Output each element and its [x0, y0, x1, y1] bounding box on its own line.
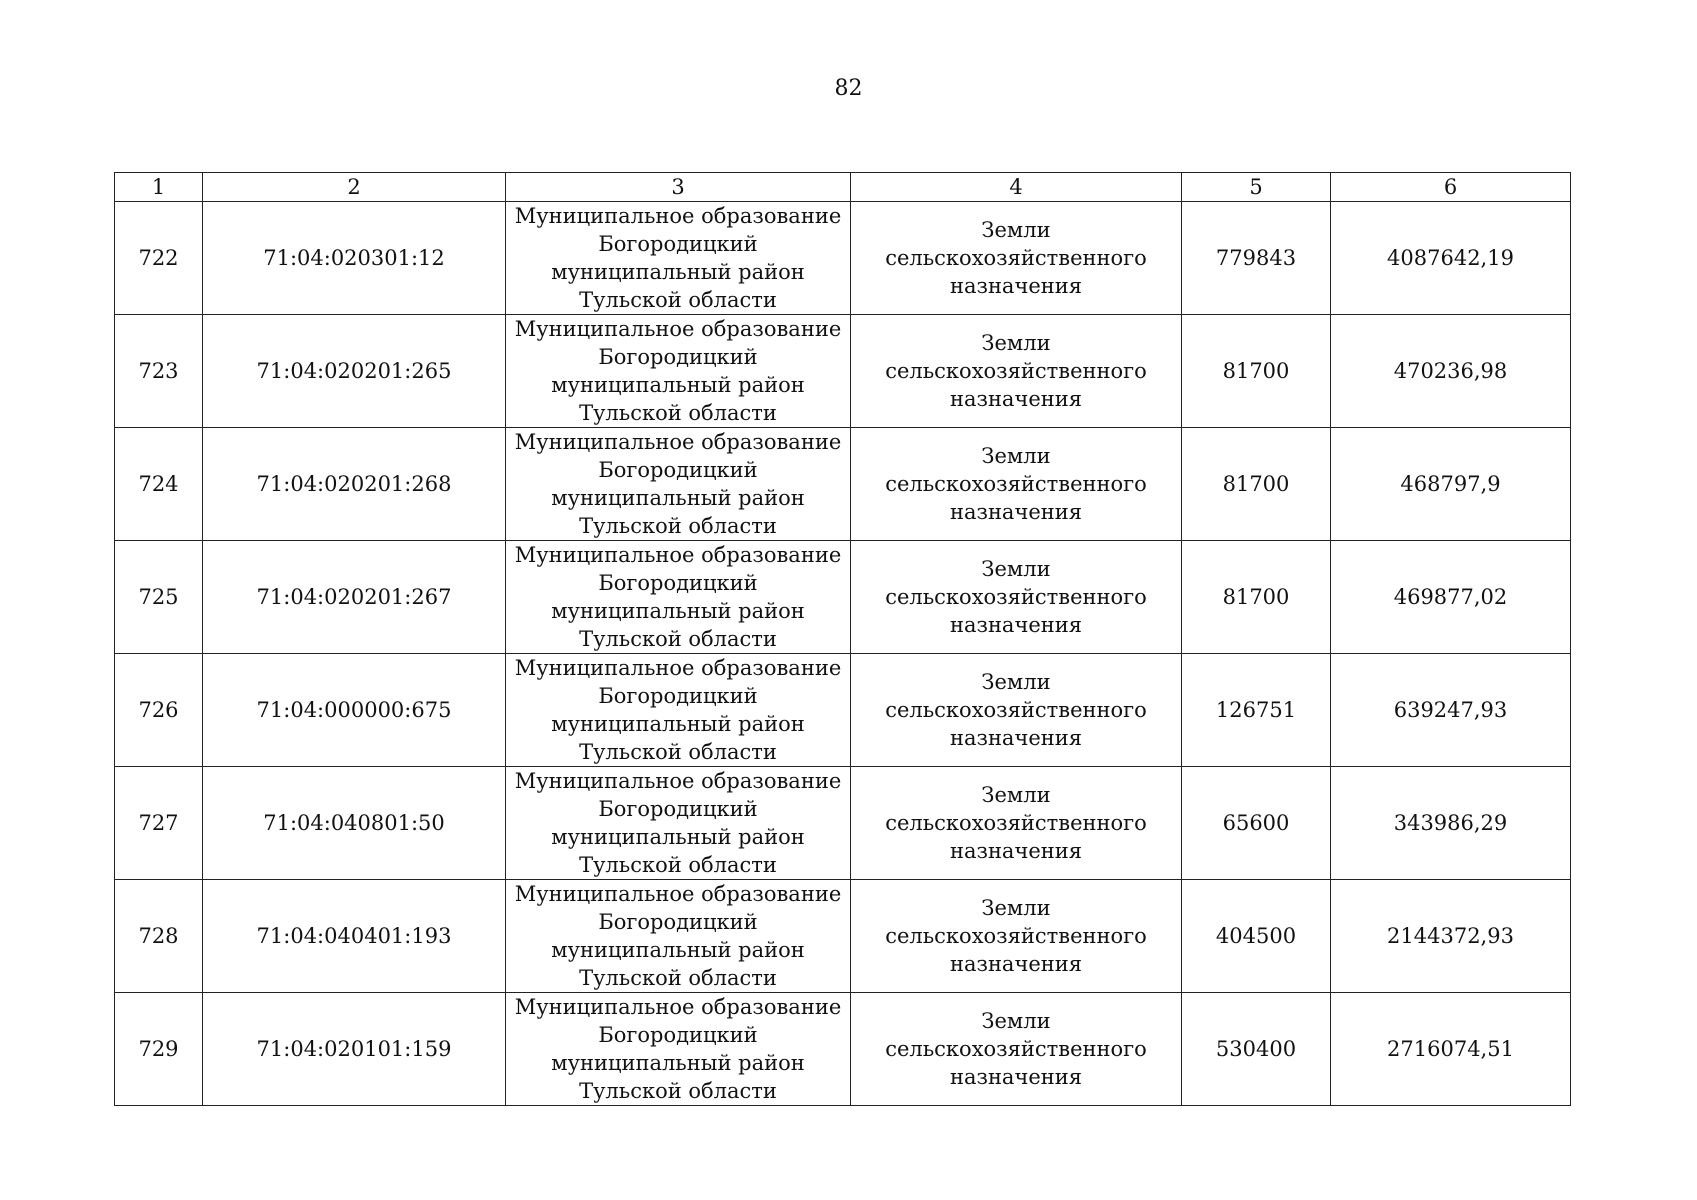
category-line: сельскохозяйственного	[885, 698, 1147, 722]
table-body	[115, 173, 1571, 1106]
cadastral-number-cell: 71:04:040401:193	[203, 880, 506, 993]
category-line: сельскохозяйственного	[885, 359, 1147, 383]
land-plots-table	[114, 172, 1571, 1106]
owner-line: Богородицкий	[598, 345, 758, 369]
table-row	[115, 993, 1571, 1106]
row-number-cell: 728	[115, 880, 203, 993]
category-line: назначения	[949, 1065, 1083, 1089]
owner-line: Тульской области	[579, 288, 777, 312]
owner-line: Муниципальное образование	[514, 317, 842, 341]
category-line: назначения	[949, 500, 1083, 524]
row-number-cell: 722	[115, 202, 203, 315]
area-cell: 81700	[1182, 315, 1331, 428]
table-row	[115, 428, 1571, 541]
cadastral-number-cell: 71:04:020101:159	[203, 993, 506, 1106]
value-cell: 470236,98	[1331, 315, 1571, 428]
owner-line: муниципальный район	[551, 486, 805, 510]
value-cell: 2716074,51	[1331, 993, 1571, 1106]
land-category-cell	[851, 767, 1182, 880]
category-line: Земли	[981, 896, 1051, 920]
category-line: сельскохозяйственного	[885, 585, 1147, 609]
value-cell: 468797,9	[1331, 428, 1571, 541]
land-category-cell	[851, 880, 1182, 993]
category-line: сельскохозяйственного	[885, 246, 1147, 270]
owner-line: Муниципальное образование	[514, 543, 842, 567]
owner-cell	[506, 202, 851, 315]
owner-line: Муниципальное образование	[514, 656, 842, 680]
area-cell: 404500	[1182, 880, 1331, 993]
table-row	[115, 654, 1571, 767]
owner-line: Тульской области	[579, 853, 777, 877]
owner-line: Богородицкий	[598, 1023, 758, 1047]
owner-line: муниципальный район	[551, 260, 805, 284]
land-category-cell	[851, 315, 1182, 428]
header-cell: 1	[115, 173, 203, 202]
header-cell: 5	[1182, 173, 1331, 202]
value-cell: 343986,29	[1331, 767, 1571, 880]
category-line: Земли	[981, 557, 1051, 581]
category-line: Земли	[981, 331, 1051, 355]
area-cell: 126751	[1182, 654, 1331, 767]
land-category-cell	[851, 654, 1182, 767]
cadastral-number-cell: 71:04:020201:267	[203, 541, 506, 654]
cadastral-number-cell: 71:04:000000:675	[203, 654, 506, 767]
category-line: Земли	[981, 783, 1051, 807]
owner-cell	[506, 993, 851, 1106]
owner-line: Богородицкий	[598, 797, 758, 821]
value-cell: 639247,93	[1331, 654, 1571, 767]
category-line: назначения	[949, 839, 1083, 863]
owner-line: муниципальный район	[551, 1051, 805, 1075]
table-row	[115, 315, 1571, 428]
owner-line: Муниципальное образование	[514, 882, 842, 906]
category-line: назначения	[949, 387, 1083, 411]
owner-cell	[506, 428, 851, 541]
owner-line: муниципальный район	[551, 373, 805, 397]
owner-line: Тульской области	[579, 627, 777, 651]
table-row	[115, 767, 1571, 880]
owner-line: Тульской области	[579, 401, 777, 425]
owner-cell	[506, 880, 851, 993]
row-number-cell: 723	[115, 315, 203, 428]
owner-line: Муниципальное образование	[514, 204, 842, 228]
category-line: назначения	[949, 613, 1083, 637]
area-cell: 81700	[1182, 428, 1331, 541]
category-line: Земли	[981, 1009, 1051, 1033]
table-header-row	[115, 173, 1571, 202]
category-line: сельскохозяйственного	[885, 472, 1147, 496]
value-cell: 2144372,93	[1331, 880, 1571, 993]
area-cell: 779843	[1182, 202, 1331, 315]
header-cell: 4	[851, 173, 1182, 202]
area-cell: 65600	[1182, 767, 1331, 880]
owner-line: Богородицкий	[598, 232, 758, 256]
owner-line: муниципальный район	[551, 599, 805, 623]
owner-line: муниципальный район	[551, 712, 805, 736]
header-cell: 2	[203, 173, 506, 202]
owner-cell	[506, 315, 851, 428]
category-line: Земли	[981, 670, 1051, 694]
header-cell: 3	[506, 173, 851, 202]
owner-line: Муниципальное образование	[514, 769, 842, 793]
owner-line: Богородицкий	[598, 458, 758, 482]
category-line: назначения	[949, 274, 1083, 298]
owner-cell	[506, 654, 851, 767]
category-line: назначения	[949, 952, 1083, 976]
cadastral-number-cell: 71:04:020201:268	[203, 428, 506, 541]
category-line: сельскохозяйственного	[885, 1037, 1147, 1061]
category-line: сельскохозяйственного	[885, 924, 1147, 948]
owner-line: Богородицкий	[598, 684, 758, 708]
value-cell: 469877,02	[1331, 541, 1571, 654]
row-number-cell: 725	[115, 541, 203, 654]
area-cell: 81700	[1182, 541, 1331, 654]
owner-line: Тульской области	[579, 1079, 777, 1103]
owner-cell	[506, 767, 851, 880]
owner-cell	[506, 541, 851, 654]
area-cell: 530400	[1182, 993, 1331, 1106]
table-row	[115, 880, 1571, 993]
owner-line: Муниципальное образование	[514, 995, 842, 1019]
land-category-cell	[851, 993, 1182, 1106]
land-category-cell	[851, 541, 1182, 654]
cadastral-number-cell: 71:04:020201:265	[203, 315, 506, 428]
owner-line: Тульской области	[579, 514, 777, 538]
land-category-cell	[851, 202, 1182, 315]
cadastral-number-cell: 71:04:040801:50	[203, 767, 506, 880]
row-number-cell: 727	[115, 767, 203, 880]
category-line: Земли	[981, 218, 1051, 242]
land-category-cell	[851, 428, 1182, 541]
owner-line: Богородицкий	[598, 910, 758, 934]
category-line: сельскохозяйственного	[885, 811, 1147, 835]
row-number-cell: 724	[115, 428, 203, 541]
value-cell: 4087642,19	[1331, 202, 1571, 315]
cadastral-number-cell: 71:04:020301:12	[203, 202, 506, 315]
table-row	[115, 202, 1571, 315]
category-line: Земли	[981, 444, 1051, 468]
owner-line: Тульской области	[579, 740, 777, 764]
row-number-cell: 726	[115, 654, 203, 767]
category-line: назначения	[949, 726, 1083, 750]
owner-line: Муниципальное образование	[514, 430, 842, 454]
page-number: 82	[834, 76, 863, 101]
owner-line: муниципальный район	[551, 938, 805, 962]
owner-line: муниципальный район	[551, 825, 805, 849]
owner-line: Богородицкий	[598, 571, 758, 595]
table-row	[115, 541, 1571, 654]
owner-line: Тульской области	[579, 966, 777, 990]
header-cell: 6	[1331, 173, 1571, 202]
row-number-cell: 729	[115, 993, 203, 1106]
